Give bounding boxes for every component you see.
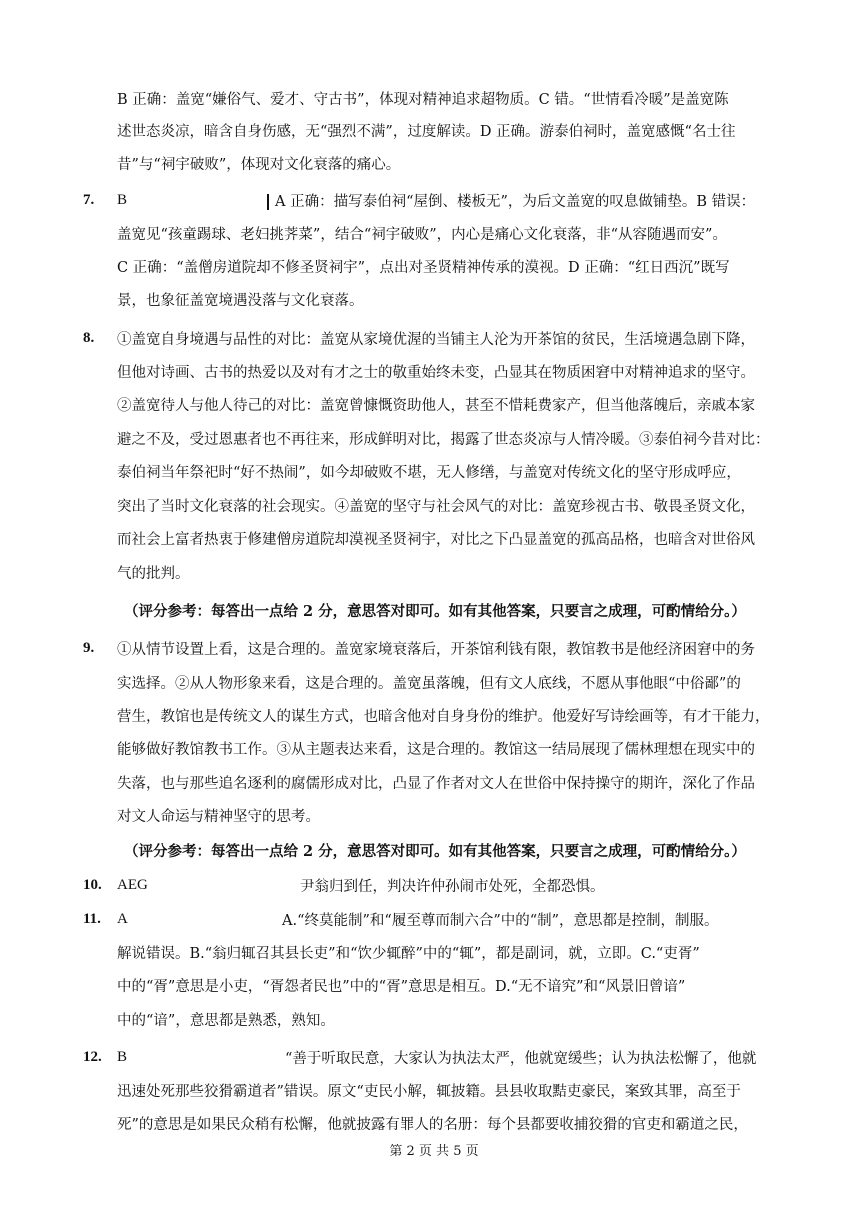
q8-line: 突出了当时文化衰落的社会现实。④盖宽的坚守与社会风气的对比：盖宽珍视古书、敬畏圣贤文化， [117,499,755,515]
q6-line: 昔”与“祠宇破败”，体现对文化衰落的痛心。 [117,157,401,173]
q7-line: C 正确：“盖僧房道院却不修圣贤祠宇”，点出对圣贤精神传承的漠视。D 正确：“红日西沉”既写 [117,260,730,276]
page-footer: 第 2 页 共 5 页 [389,1144,479,1159]
q7-line: 盖宽见“孩童踢球、老妇挑荠菜”，结合“祠宇破败”，内心是痛心文化衰落，非“从容随遇而安”。 [117,227,727,243]
q6-line: 述世态炎凉，暗含自身伤感，无“强烈不满”，过度解读。D 正确。游泰伯祠时，盖宽感慨“名士往 [117,124,736,140]
q8-line: ②盖宽待人与他人待己的对比：盖宽曾慷慨资助他人，甚至不惜耗费家产，但当他落魄后，亲戚本家 [117,398,755,414]
q7-answer: B [117,192,128,208]
q11-line: A.“终莫能制”和“履至尊而制六合”中的“制”，意思都是控制，制服。 [282,913,719,929]
q8-line: 而社会上富者热衷于修建僧房道院却漠视圣贤祠宇，对比之下凸显盖宽的孤高品格，也暗含对世俗风 [117,532,755,548]
q11-number: 11. [83,911,101,927]
q9-number: 9. [83,640,95,656]
q9-line: 营生，教馆也是传统文人的谋生方式，也暗含他对自身身份的维护。他爱好写诗绘画等，有才干能力， [117,709,770,725]
q9-line: 能够做好教馆教书工作。③从主题表达来看，这是合理的。教馆这一结局展现了儒林理想在现实中的 [117,742,755,758]
q10-text: 尹翁归到任，判决许仲孙闹市处死，全都恐惧。 [300,879,605,895]
q8-number: 8. [83,330,95,346]
q8-line: 泰伯祠当年祭祀时“好不热闹”，如今却破败不堪，无人修缮，与盖宽对传统文化的坚守形成呼应， [117,465,741,481]
q10-answer: AEG [117,877,148,893]
q9-line: ①从情节设置上看，这是合理的。盖宽家境衰落后，开茶馆利钱有限，教馆教书是他经济困窘中的务 [117,642,755,658]
q7-separator [267,194,269,210]
q7-line: 景，也象征盖宽境遇没落与文化衰落。 [117,293,364,309]
q8-line: ①盖宽自身境遇与品性的对比：盖宽从家境优渥的当铺主人沦为开茶馆的贫民，生活境遇急剧下降， [117,332,755,348]
q12-number: 12. [83,1049,102,1065]
q6-line: B 正确：盖宽“嫌俗气、爱才、守古书”，体现对精神追求超物质。C 错。“世情看冷暖”是盖宽陈 [117,92,729,108]
q7-number: 7. [83,192,95,208]
q8-line: 避之不及，受过恩惠者也不再往来，形成鲜明对比，揭露了世态炎凉与人情冷暖。③泰伯祠今昔对比： [117,432,770,448]
q8-line: 气的批判。 [117,566,190,582]
q9-scoring-note: （评分参考：每答出一点给 2 分，意思答对即可。如有其他答案，只要言之成理，可酌情给分。） [124,843,746,860]
q12-line: 死”的意思是如果民众稍有松懈，他就披露有罪人的名册：每个县都要收捕狡猾的官吏和霸道之民， [117,1117,748,1133]
q12-answer: B [117,1049,128,1065]
q11-line: 解说错误。B.“翁归辄召其县长吏”和“饮少辄醉”中的“辄”，都是副词，就，立即。C.“吏胥” [117,946,700,962]
q11-line: 中的“谙”，意思都是熟悉，熟知。 [117,1013,335,1029]
q9-line: 对文人命运与精神坚守的思考。 [117,809,320,825]
q10-number: 10. [83,877,102,893]
q8-scoring-note: （评分参考：每答出一点给 2 分，意思答对即可。如有其他答案，只要言之成理，可酌情给分。） [124,603,746,620]
q11-answer: A [117,911,128,927]
q12-line: 迅速处死那些狡猾霸道者”错误。原文“吏民小解，辄披籍。县县收取黠吏豪民，案致其罪，高至于 [117,1084,741,1100]
q9-line: 实选择。②从人物形象来看，这是合理的。盖宽虽落魄，但有文人底线，不愿从事他眼“中俗鄙”的 [117,676,741,692]
q8-line: 但他对诗画、古书的热爱以及对有才之士的敬重始终未变，凸显其在物质困窘中对精神追求的坚守。 [117,365,755,381]
q11-line: 中的“胥”意思是小吏，“胥怨者民也”中的“胥”意思是相互。D.“无不谙究”和“风景旧曾谙” [117,979,686,995]
q9-line: 失落，也与那些追名逐利的腐儒形成对比，凸显了作者对文人在世俗中保持操守的期许，深化了作品 [117,776,755,792]
q7-line: A 正确：描写泰伯祠“屋倒、楼板无”，为后文盖宽的叹息做铺垫。B 错误： [275,194,756,210]
q12-line: “善于听取民意，大家认为执法太严，他就宽缓些；认为执法松懈了，他就 [285,1051,757,1067]
